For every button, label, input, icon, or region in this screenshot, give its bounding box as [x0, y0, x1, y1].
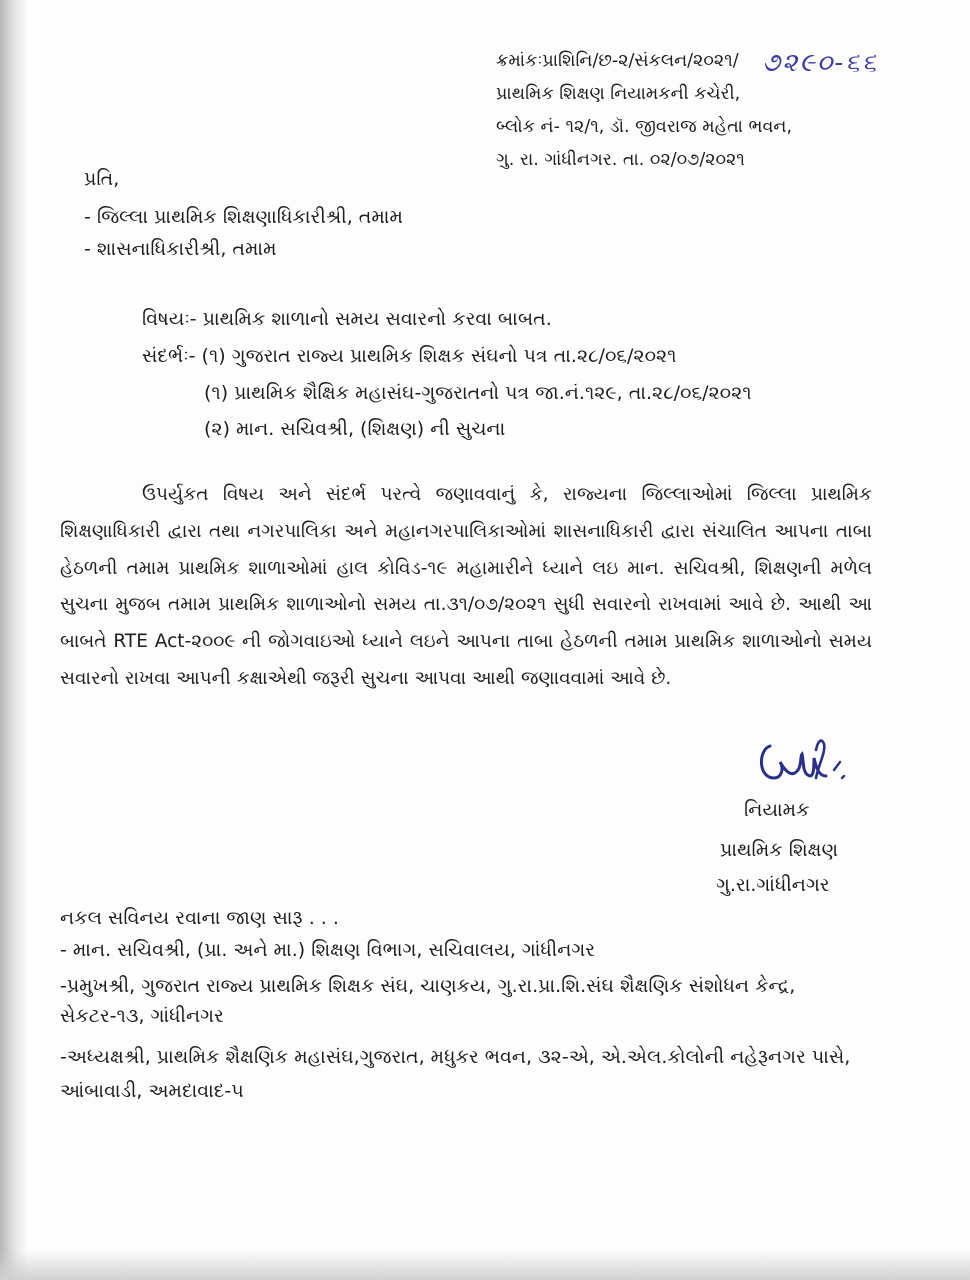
copy-to-item: -પ્રમુખશ્રી, ગુજરાત રાજ્ય પ્રાથમિક શિક્ષક સંઘ, ચાણકય, ગુ.રા.પ્રા.શિ.સંઘ શૈક્ષણિક સંશોધન કેન્દ્ર, — [60, 975, 796, 997]
body-paragraph — [60, 477, 872, 698]
place-date: ગુ. રા. ગાંધીનગર. તા. ૦૨/૦૭/૨૦૨૧ — [496, 150, 745, 170]
subject-line: વિષયઃ- પ્રાથમિક શાળાનો સમય સવારનો કરવા બાબત. — [142, 308, 552, 330]
signatory-title: નિયામક — [744, 799, 810, 821]
reference-item: (૨) માન. સચિવશ્રી, (શિક્ષણ) ની સુચના — [204, 418, 506, 440]
recipient-item: - શાસનાધિકારીશ્રી, તમામ — [84, 238, 277, 260]
copy-to-item: - માન. સચિવશ્રી, (પ્રા. અને મા.) શિક્ષણ વિભાગ, સચિવાલય, ગાંધીનગર — [60, 939, 596, 961]
signatory-department: પ્રાથમિક શિક્ષણ — [720, 839, 839, 861]
body-text: ઉપર્યુકત વિષય અને સંદર્ભ પરત્વે જણાવવાનું કે, રાજ્યના જિલ્લાઓમાં જિલ્લા પ્રાથમિક શિક્ષણાધિકારી દ્વારા તથા નગરપાલિકા અને મહાનગરપાલિકાઓમાં શાસનાધિકારી દ્વારા સંચાલિત આપના તાબા હેઠળની તમામ પ્રાથમિક શાળાઓમાં હાલ કોવિડ-૧૯ મહામારીને ધ્યાને લઇ માન. સચિવશ્રી, શિક્ષણની મળેલ સુચના મુજબ તમામ પ્રાથમિક શાળાઓનો સમય તા.૩૧/૦૭/૨૦૨૧ સુધી સવારનો રાખવામાં આવે છે. આથી આ બાબતે RTE Act-૨૦૦૯ ની જોગવાઇઓ ધ્યાને લઇને આપના તાબા હેઠળની તમામ પ્રાથમિક શાળાઓનો સમય સવારનો રાખવા આપની કક્ષાએથી જરૂરી સુચના આપવા આથી જણાવવામાં આવે છે. — [60, 484, 872, 689]
recipient-item: - જિલ્લા પ્રાથમિક શિક્ષણાધિકારીશ્રી, તમામ — [84, 206, 403, 228]
reference-line: સંદર્ભઃ- (૧) ગુજરાત રાજ્ય પ્રાથમિક શિક્ષક સંઘનો પત્ર તા.૨૮/૦૬/૨૦૨૧ — [142, 345, 677, 367]
office-name: પ્રાથમિક શિક્ષણ નિયામકની કચેરી, — [496, 84, 741, 104]
to-label: પ્રતિ, — [84, 168, 120, 190]
reference-item: (૧) પ્રાથમિક શૈક્ષિક મહાસંઘ-ગુજરાતનો પત્ર જા.નં.૧૨૯, તા.૨૮/૦૬/૨૦૨૧ — [204, 382, 752, 404]
handwritten-inward-number: ૭૨૯૦-૬૬ — [762, 48, 879, 78]
copy-to-heading: નકલ સવિનય રવાના જાણ સારૂ . . . — [60, 907, 339, 929]
signatory-place: ગુ.રા.ગાંધીનગર — [716, 874, 830, 896]
page-bottom-shadow — [0, 1250, 970, 1280]
reference-number: ક્રમાંકઃપ્રાશિનિ/છ-૨/સંકલન/૨૦૨૧/ — [496, 51, 739, 71]
page-edge-shadow — [0, 0, 28, 1280]
office-address: બ્લોક નં- ૧૨/૧, ડૉ. જીવરાજ મહેતા ભવન, — [496, 117, 793, 137]
copy-to-item: સેકટર-૧૩, ગાંધીનગર — [60, 1005, 224, 1027]
copy-to-item: -અધ્યક્ષશ્રી, પ્રાથમિક શૈક્ષણિક મહાસંઘ,ગુજરાત, મધુકર ભવન, ૩૨-એ, એ.એલ.કોલોની નહેરૂનગર પાસે, — [60, 1046, 851, 1068]
signature — [752, 732, 862, 792]
copy-to-item: આંબાવાડી, અમદાવાદ-૫ — [60, 1080, 244, 1102]
